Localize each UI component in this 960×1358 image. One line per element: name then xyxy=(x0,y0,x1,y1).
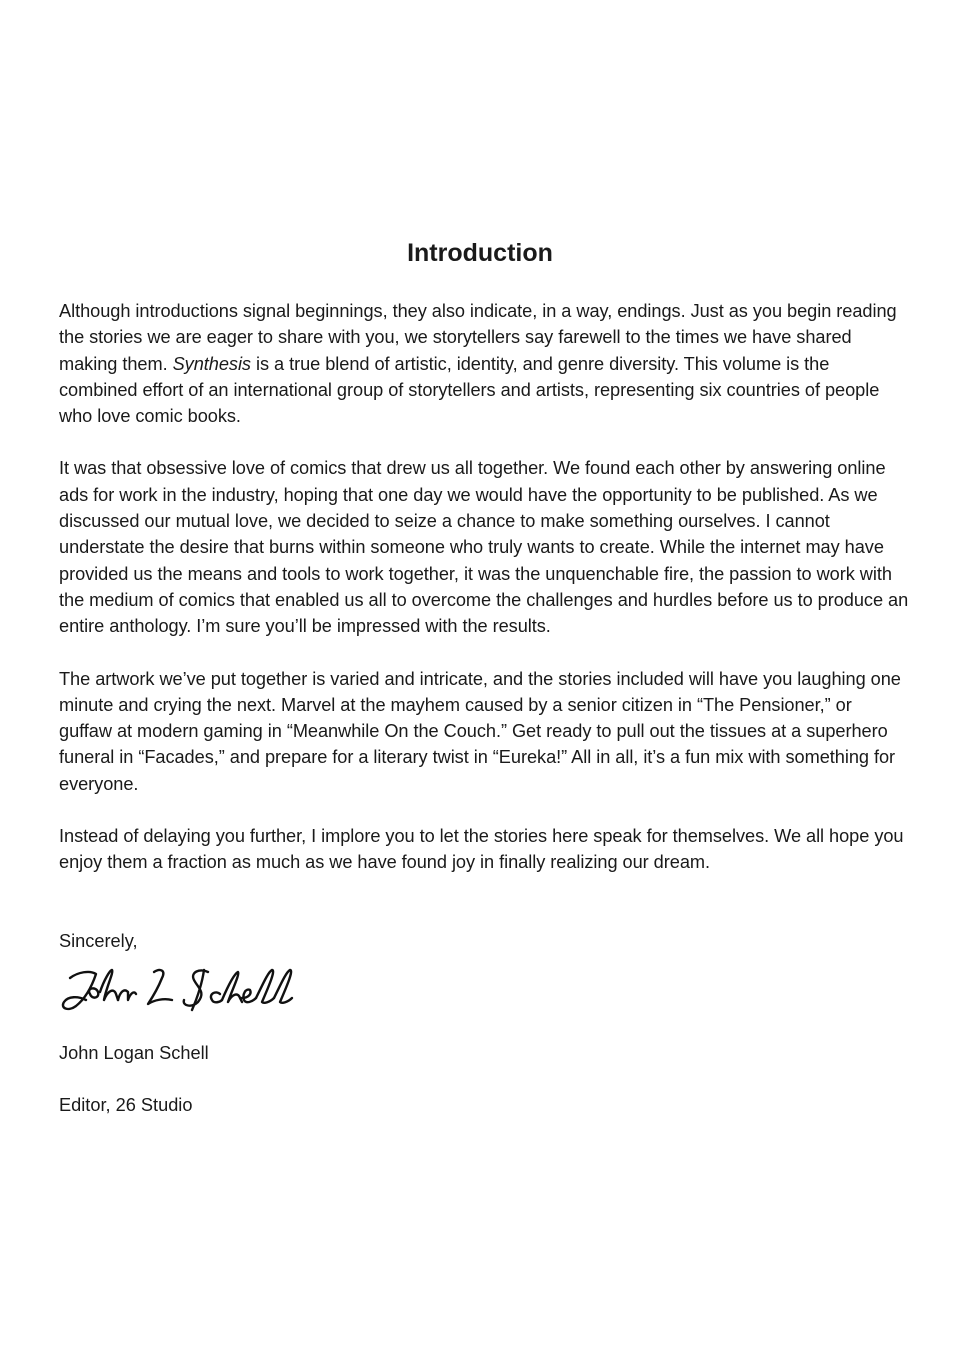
closing-salutation: Sincerely, xyxy=(59,931,138,951)
paragraph-1-part-a: Although introductions signal beginnings, they also indicate, in a way, endings. Just as you begin reading the stories we are eager to share with you, we storytellers say farewell to the times we have shared making them. xyxy=(59,301,897,374)
book-title-italic: Synthesis xyxy=(172,353,251,374)
introduction-body xyxy=(59,298,909,902)
signer-name: John Logan Schell xyxy=(59,1043,209,1063)
paragraph-4: Instead of delaying you further, I implore you to let the stories here speak for themselves. We all hope you enjoy them a fraction as much as we have found joy in finally realizing our dream. xyxy=(59,826,904,873)
paragraph-2: It was that obsessive love of comics that drew us all together. We found each other by answering online ads for work in the industry, hoping that one day we would have the opportunity to be published. As we discussed our mutual love, we decided to seize a chance to make something ourselves. I cannot understate the desire that burns within someone who truly wants to create. While the internet may have provided us the means and tools to work together, it was the unquenchable fire, the passion to work with the medium of comics that enabled us all to overcome the challenges and hurdles before us to produce an entire anthology. I’m sure you’ll be impressed with the results. xyxy=(59,458,909,637)
paragraph-1-part-b: is a true blend of artistic, identity, and genre diversity. This volume is the combined effort of an international group of storytellers and artists, representing six countries of people who love comic books. xyxy=(59,353,880,427)
paragraph-1 xyxy=(59,298,909,429)
handwritten-signature xyxy=(56,958,306,1016)
page-title: Introduction xyxy=(407,239,553,267)
paragraph-3: The artwork we’ve put together is varied and intricate, and the stories included will have you laughing one minute and crying the next. Marvel at the mayhem caused by a senior citizen in “The Pensioner,” or guffaw at modern gaming in “Meanwhile On the Couch.” Get ready to pull out the tissues at a superhero funeral in “Facades,” and prepare for a literary twist in “Eureka!” All in all, it’s a fun mix with something for everyone. xyxy=(59,668,901,794)
signer-title: Editor, 26 Studio xyxy=(59,1095,193,1115)
